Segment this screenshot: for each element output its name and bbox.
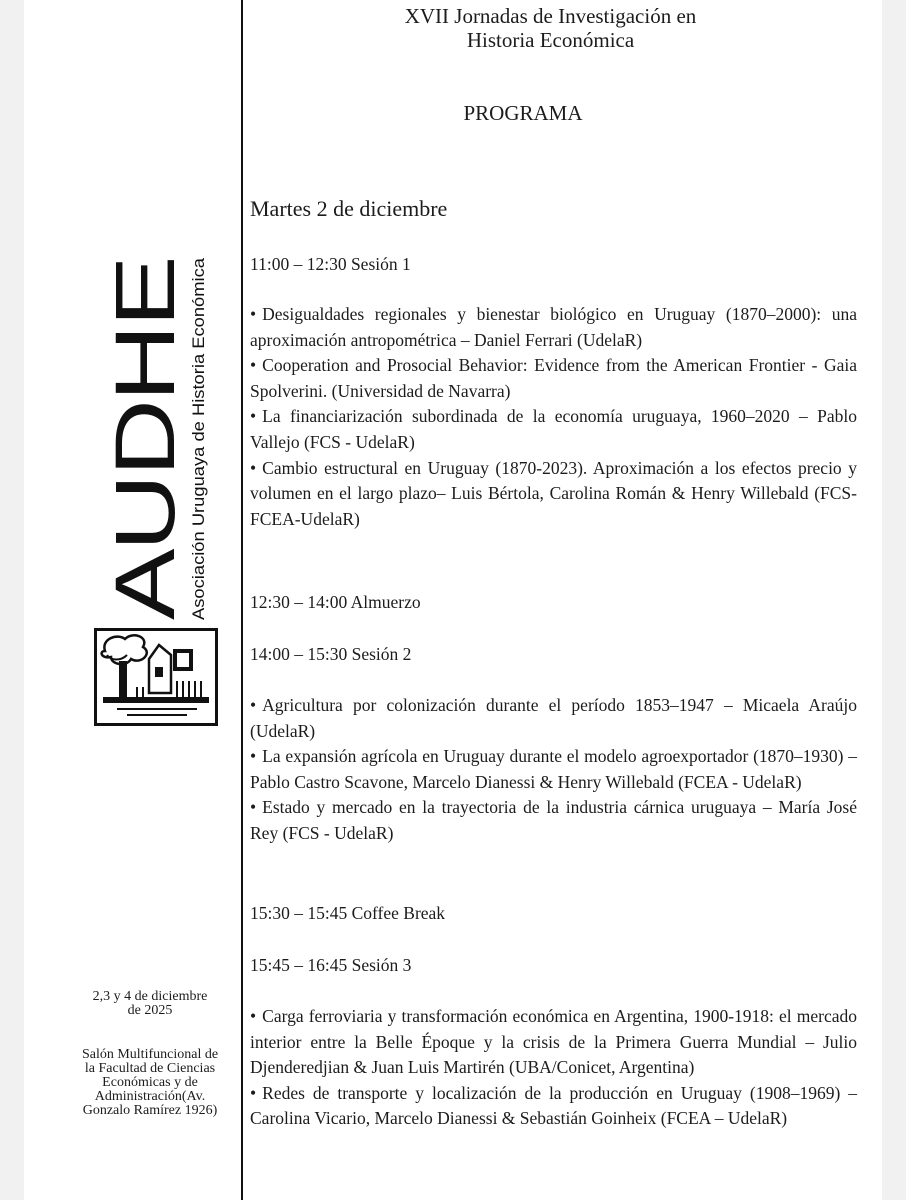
left-frame	[0, 0, 24, 1200]
bullet: •	[250, 457, 257, 478]
event-title-line1: XVII Jornadas de Investigación en	[404, 4, 697, 28]
session1-time: 11:00 – 12:30 Sesión 1	[250, 254, 411, 274]
tree-building-icon	[97, 631, 215, 723]
bullet: •	[250, 304, 257, 324]
list-item	[250, 693, 857, 744]
list-item	[250, 1081, 857, 1132]
list-item	[250, 1004, 857, 1081]
talk-text: Cambio estructural en Uruguay (1870-2023). Aproximación a los efectos precio y volumen en el largo plazo– Luis Bértola, Carolina Román & Henry Willebald (FCS-FCEA-UdelaR)	[250, 457, 857, 529]
event-dates	[60, 990, 240, 1018]
venue-line4: Administración(Av.	[94, 1089, 206, 1104]
coffee-break: 15:30 – 15:45 Coffee Break	[250, 903, 446, 923]
talk-text: Carga ferroviaria y transformación económica en Argentina, 1900-1918: el mercado interior entre la Belle Époque y la crisis de la Primera Guerra Mundial – Julio Djenderedjian & Juan Luis Martirén (UBA/Conicet, Argentina)	[250, 1006, 857, 1078]
bullet: •	[250, 1006, 257, 1026]
talk-text: Estado y mercado en la trayectoria de la industria cárnica uruguaya – María José Rey (FCS - UdelaR)	[250, 797, 857, 843]
list-item	[250, 456, 857, 533]
right-frame	[882, 0, 906, 1200]
venue-line2: la Facultad de Ciencias	[84, 1061, 216, 1076]
list-item	[250, 795, 857, 846]
event-venue	[60, 1048, 240, 1118]
bullet: •	[250, 797, 257, 818]
list-item	[250, 744, 857, 795]
session3-time: 15:45 – 16:45 Sesión 3	[250, 955, 412, 975]
program-heading: PROGRAMA	[463, 101, 583, 125]
talk-text: Cooperation and Prosocial Behavior: Evidence from the American Frontier - Gaia Spolverini. (Universidad de Navarra)	[250, 355, 857, 401]
talk-text: Agricultura por colonización durante el período 1853–1947 – Micaela Araújo (UdelaR)	[250, 695, 857, 741]
audhe-logo	[98, 250, 208, 630]
bullet: •	[250, 1082, 257, 1103]
event-dates-line1: 2,3 y 4 de diciembre	[92, 989, 208, 1004]
venue-line1: Salón Multifuncional de	[81, 1047, 219, 1062]
lunch-time: 12:30 – 14:00 Almuerzo	[250, 592, 421, 612]
session1-list	[250, 302, 857, 532]
event-title-line2: Historia Económica	[466, 28, 635, 52]
day-heading: Martes 2 de diciembre	[250, 196, 448, 221]
bullet: •	[250, 355, 257, 376]
event-dates-line2: de 2025	[127, 1003, 173, 1018]
session2-list	[250, 693, 857, 847]
bullet: •	[250, 695, 257, 715]
talk-text: Redes de transporte y localización de la producción en Uruguay (1908–1969) – Carolina Vicario, Marcelo Dianessi & Sebastián Goinheix (FCEA – UdelaR)	[250, 1082, 857, 1129]
session2-time: 14:00 – 15:30 Sesión 2	[250, 644, 412, 664]
venue-line3: Económicas y de	[102, 1075, 198, 1090]
logo-wordmark: AUDHE	[98, 335, 192, 620]
logo-emblem	[94, 628, 218, 726]
column-divider	[241, 0, 243, 1200]
list-item	[250, 353, 857, 404]
bullet: •	[250, 406, 257, 427]
talk-text: La financiarización subordinada de la economía uruguaya, 1960–2020 – Pablo Vallejo (FCS - UdelaR)	[250, 406, 857, 452]
venue-line5: Gonzalo Ramírez 1926)	[82, 1103, 218, 1118]
logo-subtitle: Asociación Uruguaya de Historia Económica	[189, 284, 208, 620]
talk-text: La expansión agrícola en Uruguay durante el modelo agroexportador (1870–1930) – Pablo Castro Scavone, Marcelo Dianessi & Henry Willebald (FCEA - UdelaR)	[250, 746, 857, 792]
session3-list	[250, 1004, 857, 1132]
list-item	[250, 404, 857, 455]
list-item	[250, 302, 857, 353]
talk-text: Desigualdades regionales y bienestar biológico en Uruguay (1870–2000): una aproximación antropométrica – Daniel Ferrari (UdelaR)	[250, 304, 857, 350]
bullet: •	[250, 746, 257, 767]
